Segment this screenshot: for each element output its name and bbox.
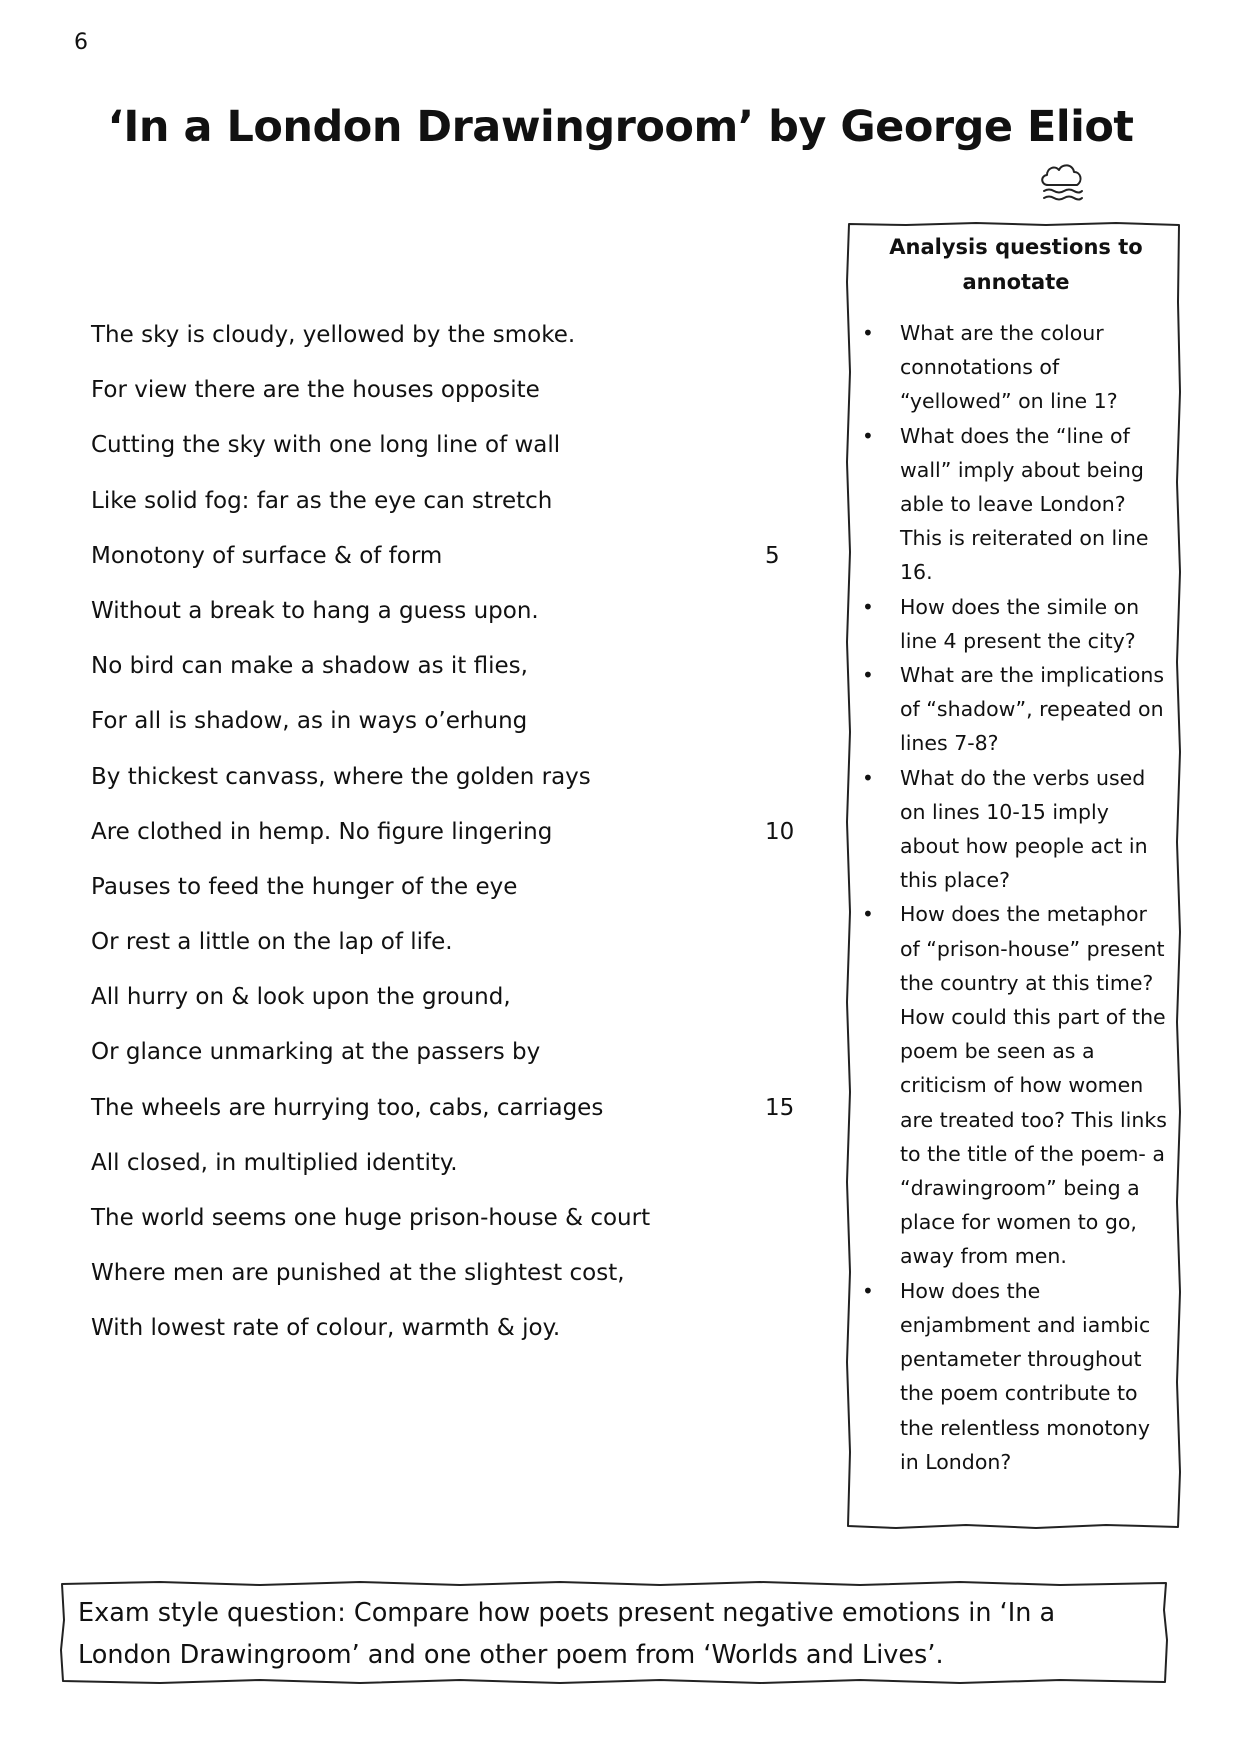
- poem-line: [91, 1146, 811, 1201]
- poem-line-text: For all is shadow, as in ways o’erhung: [91, 708, 528, 735]
- question-item: [846, 897, 1182, 1273]
- poem-line-text: Like solid fog: far as the eye can stretch: [91, 487, 553, 514]
- bullet: •: [862, 1278, 874, 1303]
- poem-line: [91, 870, 811, 925]
- bullet: •: [862, 663, 874, 688]
- poem-line-text: Without a break to hang a guess upon.: [91, 597, 539, 624]
- bullet: •: [862, 321, 874, 345]
- bullet: •: [862, 902, 874, 927]
- analysis-heading: Analysis questions to annotate: [889, 235, 1143, 294]
- poem-line: [91, 539, 811, 594]
- line-number: 15: [765, 1094, 795, 1121]
- question-text: How does the simile on line 4 present the city?: [900, 594, 1140, 653]
- question-list: [846, 316, 1182, 1479]
- poem-line-text: The sky is cloudy, yellowed by the smoke.: [91, 322, 576, 348]
- poem-line-text: Cutting the sky with one long line of wall: [91, 432, 561, 459]
- question-item: [846, 658, 1182, 761]
- question-item: [846, 419, 1182, 590]
- poem-line-text: The wheels are hurrying too, cabs, carriages: [91, 1094, 604, 1121]
- poem-line: [91, 594, 811, 649]
- poem-line: [91, 925, 811, 980]
- question-text: How does the enjambment and iambic pentameter throughout the poem contribute to the relentless monotony in London?: [900, 1278, 1151, 1474]
- page-number: 6: [74, 30, 88, 55]
- page-title: ‘In a London Drawingroom’ by George Eliot: [107, 102, 1134, 152]
- poem-line-text: For view there are the houses opposite: [91, 377, 540, 404]
- poem-line: [91, 1035, 811, 1090]
- poem-line: [91, 318, 811, 373]
- poem-line: [91, 760, 811, 815]
- poem-line: [91, 649, 811, 704]
- question-text: What do the verbs used on lines 10-15 imply about how people act in this place?: [900, 765, 1148, 893]
- bullet: •: [862, 423, 874, 448]
- poem-line-text: With lowest rate of colour, warmth & joy.: [91, 1315, 561, 1342]
- poem-line-text: Where men are punished at the slightest cost,: [91, 1260, 625, 1287]
- question-item: [846, 1274, 1182, 1479]
- poem-line: [91, 1256, 811, 1311]
- poem-line: [91, 1091, 811, 1146]
- line-number: 5: [765, 542, 780, 569]
- poem-line: [91, 1311, 811, 1366]
- analysis-questions-box: [846, 222, 1182, 1530]
- poem-line: [91, 980, 811, 1035]
- exam-question-box: [60, 1580, 1168, 1684]
- poem-line-text: No bird can make a shadow as it flies,: [91, 653, 528, 680]
- poem-line-text: Or rest a little on the lap of life.: [91, 929, 453, 956]
- question-text: What does the “line of wall” imply about being able to leave London? This is reiterated on line 16.: [900, 423, 1149, 585]
- poem-line: [91, 1201, 811, 1256]
- poem-line: [91, 484, 811, 539]
- poem-line-text: The world seems one huge prison-house & court: [91, 1205, 651, 1231]
- fog-icon: [1036, 157, 1088, 205]
- line-number: 10: [765, 818, 795, 845]
- poem-line-text: Are clothed in hemp. No figure lingering: [91, 818, 553, 845]
- poem-line-text: Pauses to feed the hunger of the eye: [91, 873, 518, 900]
- bullet: •: [862, 765, 874, 790]
- question-item: [846, 316, 1182, 419]
- exam-question: Exam style question: Compare how poets present negative emotions in ‘In a London Drawingroom’ and one other poem from ‘Worlds and Lives’.: [78, 1598, 1056, 1670]
- poem-line-text: All closed, in multiplied identity.: [91, 1149, 458, 1176]
- question-text: How does the metaphor of “prison-house” present the country at this time? How could this part of the poem be seen as a criticism of how women are treated too? This links to the title of the poem- a “drawingroom” being a place for women to go, away from men.: [900, 902, 1167, 1269]
- bullet: •: [862, 594, 874, 619]
- poem-line: [91, 815, 811, 870]
- question-item: [846, 761, 1182, 898]
- poem-line-text: All hurry on & look upon the ground,: [91, 984, 511, 1011]
- poem-line: [91, 428, 811, 483]
- question-text: What are the implications of “shadow”, repeated on lines 7-8?: [900, 663, 1165, 756]
- poem-line-text: Or glance unmarking at the passers by: [91, 1039, 541, 1066]
- poem-line: [91, 373, 811, 428]
- question-text: What are the colour connotations of “yellowed” on line 1?: [900, 321, 1118, 414]
- question-item: [846, 590, 1182, 658]
- poem-line: [91, 704, 811, 759]
- poem-line-text: By thickest canvass, where the golden rays: [91, 763, 591, 790]
- poem-line-text: Monotony of surface & of form: [91, 542, 443, 569]
- poem: [91, 318, 811, 1367]
